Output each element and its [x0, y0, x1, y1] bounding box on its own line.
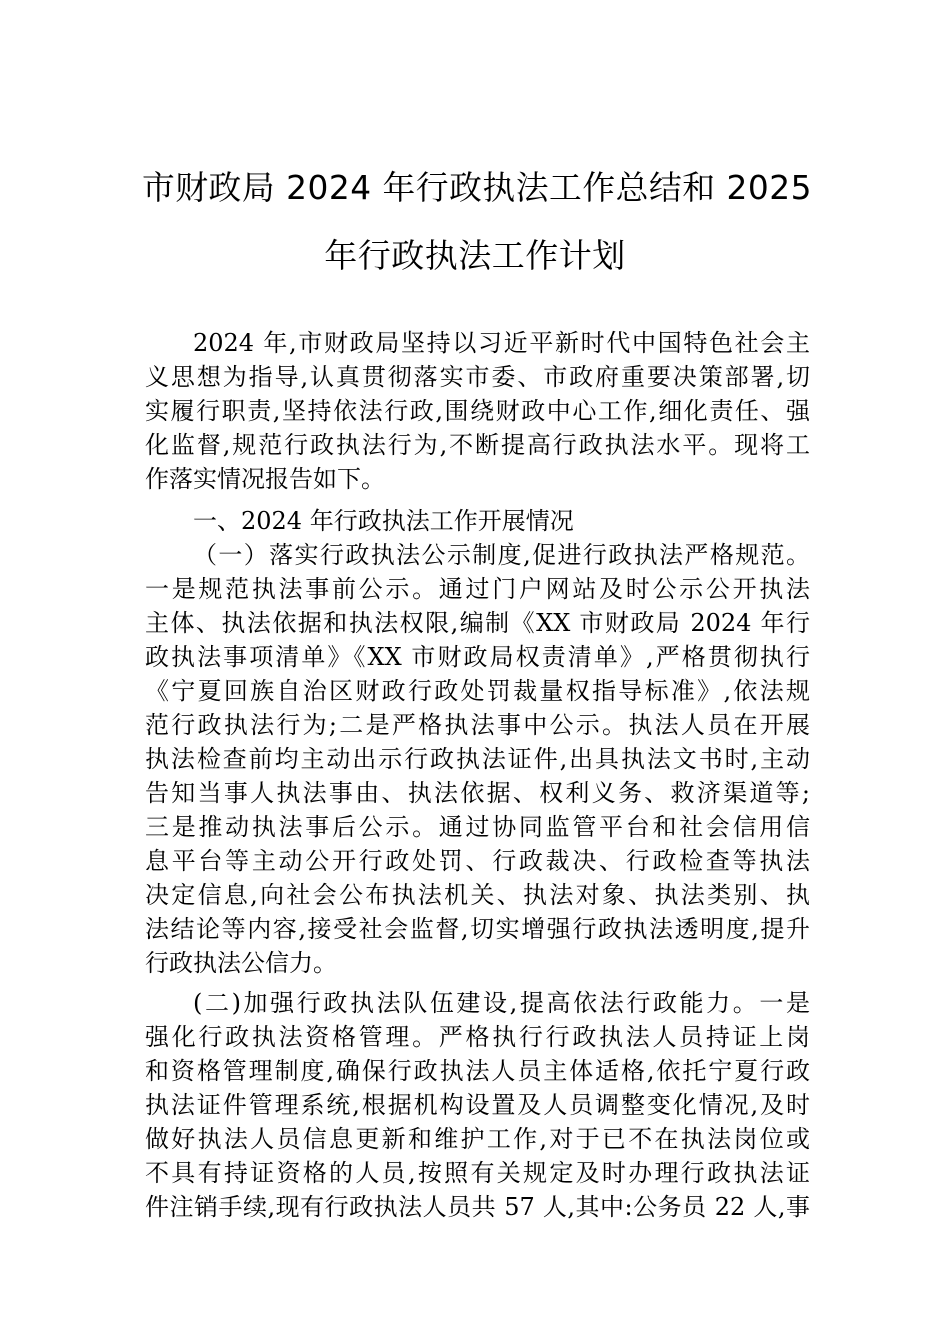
paragraph-line: 2024 年,市财政局坚持以习近平新时代中国特色社会主	[193, 329, 810, 357]
paragraph-line: 三是推动执法事后公示。通过协同监管平台和社会信用信	[145, 813, 810, 841]
paragraph-line: 实履行职责,坚持依法行政,围绕财政中心工作,细化责任、强	[145, 397, 810, 425]
document-title-line-1: 市财政局 2024 年行政执法工作总结和 2025	[141, 168, 812, 207]
paragraph-line: 化监督,规范行政执法行为,不断提高行政执法水平。现将工	[145, 431, 810, 459]
paragraph-line: 范行政执法行为;二是严格执法事中公示。执法人员在开展	[145, 711, 810, 739]
paragraph-line: 义思想为指导,认真贯彻落实市委、市政府重要决策部署,切	[145, 363, 810, 391]
paragraph-line: 告知当事人执法事由、执法依据、权利义务、救济渠道等;	[145, 779, 810, 807]
paragraph-line: 法结论等内容,接受社会监督,切实增强行政执法透明度,提升	[145, 915, 810, 943]
paragraph-line: 做好执法人员信息更新和维护工作,对于已不在执法岗位或	[145, 1125, 810, 1153]
paragraph-line: 息平台等主动公开行政处罚、行政裁决、行政检查等执法	[145, 847, 810, 875]
paragraph-line: 和资格管理制度,确保行政执法人员主体适格,依托宁夏行政	[145, 1057, 810, 1085]
paragraph-line: 不具有持证资格的人员,按照有关规定及时办理行政执法证	[145, 1159, 810, 1187]
subsection-heading: (二)加强行政执法队伍建设,提高依法行政能力。一是	[193, 989, 810, 1017]
paragraph-line: 政执法事项清单》《XX 市财政局权责清单》,严格贯彻执行	[145, 643, 810, 671]
paragraph-line: 执法证件管理系统,根据机构设置及人员调整变化情况,及时	[145, 1091, 810, 1119]
paragraph-line: 主体、执法依据和执法权限,编制《XX 市财政局 2024 年行	[145, 609, 810, 637]
paragraph-line: 《宁夏回族自治区财政行政处罚裁量权指导标准》,依法规	[145, 677, 810, 705]
section-heading: 一、2024 年行政执法工作开展情况	[193, 507, 574, 535]
paragraph-line: 强化行政执法资格管理。严格执行行政执法人员持证上岗	[145, 1023, 810, 1051]
paragraph-line: 决定信息,向社会公布执法机关、执法对象、执法类别、执	[145, 881, 810, 909]
paragraph-line: 作落实情况报告如下。	[145, 465, 385, 493]
document-title-line-2: 年行政执法工作计划	[324, 236, 626, 275]
paragraph-line: 执法检查前均主动出示行政执法证件,出具执法文书时,主动	[145, 745, 810, 773]
paragraph-line: 一是规范执法事前公示。通过门户网站及时公示公开执法	[145, 575, 810, 603]
subsection-heading: （一）落实行政执法公示制度,促进行政执法严格规范。	[193, 541, 810, 569]
paragraph-line: 行政执法公信力。	[145, 949, 337, 977]
paragraph-line: 件注销手续,现有行政执法人员共 57 人,其中:公务员 22 人,事	[145, 1193, 810, 1221]
